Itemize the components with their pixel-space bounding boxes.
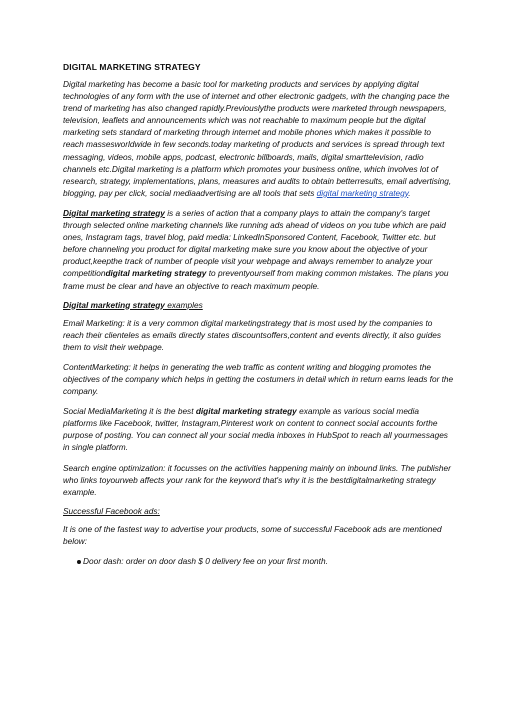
- digital-marketing-strategy-link[interactable]: digital marketing strategy: [316, 187, 409, 198]
- examples-heading-bold: Digital marketing strategy: [63, 299, 165, 310]
- facebook-ads-paragraph: It is one of the fastest way to advertise your products, some of successful Facebook ads are mentioned below:: [63, 523, 442, 546]
- social-bold: digital marketing strategy: [195, 406, 297, 417]
- strategy-text-b: to preventyourself from making common mistakes. The plans you frame must be clear and have an objective to reach maximum people.: [63, 268, 449, 291]
- strategy-lead: Digital marketing strategy: [63, 207, 165, 218]
- strategy-paragraph: [63, 207, 454, 292]
- bullet-icon: [77, 560, 81, 564]
- seo-paragraph: Search engine optimization: it focusses on the activities happening mainly on inbound links. The publisher who links toyourweb affects your rank for the keyword that's why it is the bestdigitalmarketing strategy example.: [63, 462, 451, 497]
- examples-heading: [63, 300, 454, 310]
- document-title: DIGITAL MARKETING STRATEGY: [63, 62, 201, 72]
- facebook-ads-heading: [63, 506, 454, 516]
- intro-end: .: [408, 187, 411, 198]
- facebook-ads-heading-text: Successful Facebook ads: [63, 505, 158, 516]
- list-item: [63, 555, 454, 567]
- examples-heading-rest: examples: [164, 299, 203, 310]
- intro-paragraph: [63, 78, 454, 199]
- strategy-text-a: is a series of action that a company plays to attain the company's target through selected online marketing channels like running ads ahead of videos on you tube which are paid ones, Instagram tags, travel blog, paid media: LinkedInSponsored Content, Facebook, Twitter etc. but before channeling you product for digital marketing make sure you know about the objective of your product,keepthe track of number of people visit your webpage and always remember to analyze your competition: [63, 207, 446, 279]
- strategy-bold: digital marketing strategy: [105, 268, 207, 279]
- facebook-ads-heading-colon: :: [157, 505, 160, 516]
- email-marketing-paragraph: Email Marketing: it is a very common digital marketingstrategy that is most used by the companies to reach their clienteles as emails directly states discountsoffers,content and events directly, it also guides them to visit their webpage.: [63, 317, 442, 352]
- intro-text: Digital marketing has become a basic tool for marketing products and services by applying digital technologies of any form with the use of internet and other electronic gadgets, with the changing pace the trend of marketing has also changed rapidly.Previouslythe products were marketed through newspapers, television, leaflets and announcements which was not reachable to maximum people but the digital marketing sets standard of marketing through internet and mobile phones which makes it possible to reach massesworldwide in few seconds.today marketing of products and services is spread through text messaging, videos, mobile apps, podcast, electronic billboards, mails, digital smarttelevision, radio channels etc.Digital marketing is a platform which promotes your business online, which involves lot of research, strategy, implementations, plans, measures and audits to obtain betterresults, email advertising, blogging, pay per click, social mediaadvertising are all tools that sets: [63, 79, 452, 198]
- social-text-b: example as various social media platforms like Facebook, twitter, Instagram,Pinterest work on content to connect social accounts forthe purpose of posting. You can connect all your social media inboxes in HubSpot to reach all yourmessages in single platform.: [63, 406, 448, 453]
- social-text-a: Social MediaMarketing it is the best: [63, 406, 196, 417]
- social-media-paragraph: [63, 405, 454, 453]
- list-item-text: Door dash: order on door dash $ 0 delivery fee on your first month.: [83, 556, 328, 566]
- content-marketing-paragraph: ContentMarketing: it helps in generating the web traffic as content writing and blogging promotes the objectives of the company which helps in getting the costumers in detail which in return earns leads for the company.: [63, 361, 454, 397]
